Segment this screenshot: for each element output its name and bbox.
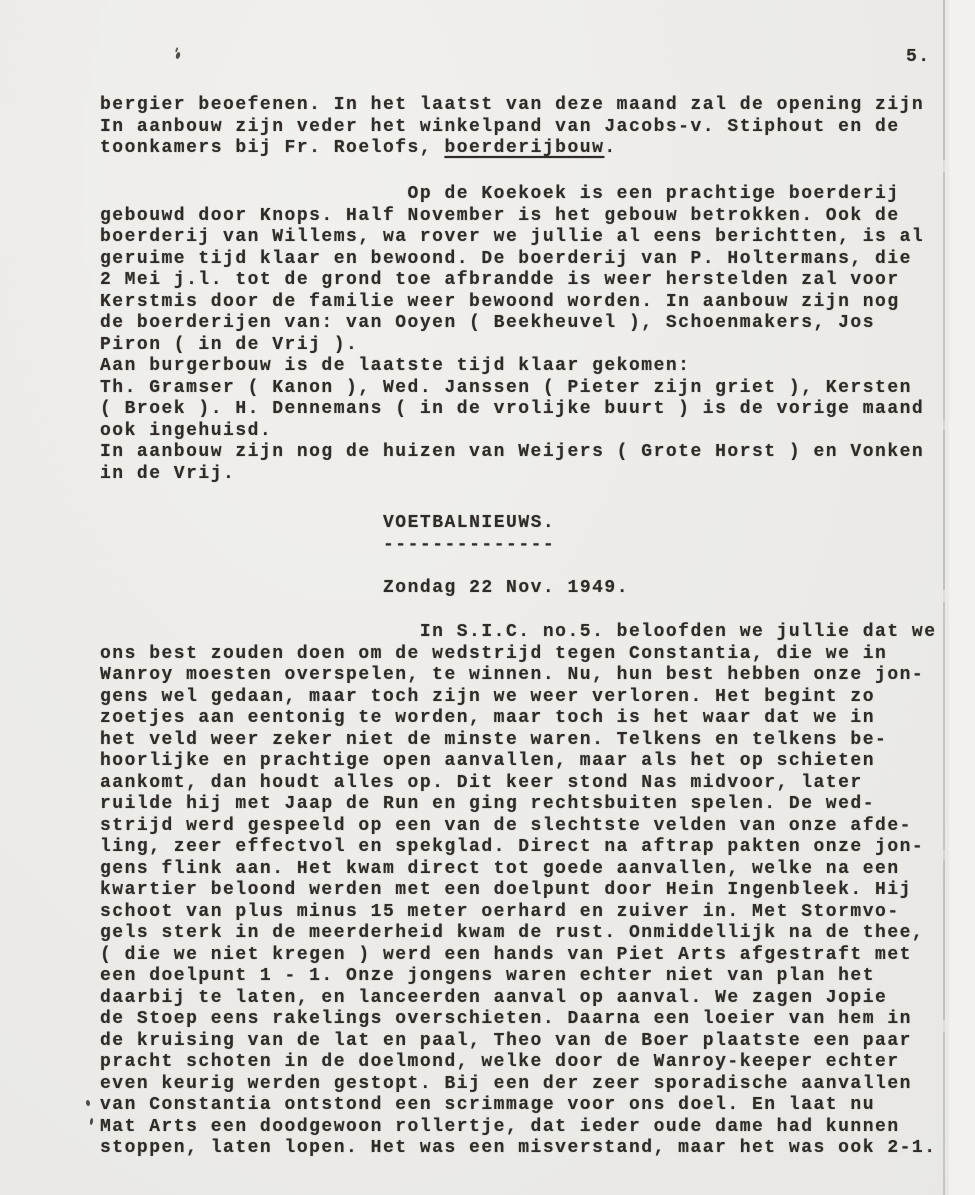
text-line: Piron ( in de Vrij ).	[100, 334, 359, 355]
building-news-paragraph	[100, 184, 924, 485]
text-line: Kerstmis door de familie weer bewoond worden. In aanbouw zijn nog	[100, 291, 900, 312]
page-number: 5.	[906, 47, 931, 67]
text-line: Aan burgerbouw is de laatste tijd klaar gekomen:	[100, 356, 691, 376]
text-line: Th. Gramser ( Kanon ), Wed. Janssen ( Pieter zijn griet ), Kersten	[100, 377, 912, 398]
text-line: gebouwd door Knops. Half November is het gebouw betrokken. Ook de	[100, 205, 900, 226]
ink-speck	[90, 1118, 94, 1125]
text-line: het veld weer zeker niet de minste waren. Telkens en telkens be-	[100, 729, 888, 750]
text-line: geruime tijd klaar en bewoond. De boerderij van P. Holtermans, die	[100, 248, 912, 269]
text-line: gens flink aan. Het kwam direct tot goede aanvallen, welke na een	[100, 858, 900, 879]
underlined-word: boerderijbouw	[444, 138, 605, 158]
ink-speck	[85, 1100, 90, 1107]
ink-speck	[175, 52, 181, 60]
match-date	[383, 578, 629, 600]
intro-paragraph	[100, 95, 924, 160]
text-line: de boerderijen van: van Ooyen ( Beekheuvel ), Schoenmakers, Jos	[100, 313, 876, 333]
scan-margin	[949, 0, 975, 1195]
text-segment: .	[604, 138, 617, 158]
text-line: de Stoep eens rakelings overschieten. Daarna een loeier van hem in	[100, 1009, 912, 1029]
text-line: pracht schoten in de doelmond, welke door de Wanroy-keeper echter	[100, 1052, 900, 1072]
text-line: ( die we niet kregen ) werd een hands van Piet Arts afgestraft met	[100, 944, 912, 965]
text-line: aankomt, dan houdt alles op. Dit keer stond Nas midvoor, later	[100, 772, 863, 793]
text-line: ons best zouden doen om de wedstrijd tegen Constantia, die we in	[100, 643, 888, 664]
text-line: ling, zeer effectvol en spekglad. Direct na aftrap pakten onze jon-	[100, 837, 925, 857]
football-section-heading	[383, 513, 555, 556]
text-line: gens wel gedaan, maar toch zijn we weer verloren. Het begint zo	[100, 686, 876, 707]
text-line: de kruising van de lat en paal, Theo van de Boer plaatste een paar	[100, 1030, 912, 1051]
text-line: gels sterk in de meerderheid kwam de rust. Onmiddellijk na de thee,	[100, 923, 925, 943]
text-line: In aanbouw zijn veder het winkelpand van Jacobs-v. Stiphout en de	[100, 116, 900, 137]
text-line: In aanbouw zijn nog de huizen van Weijers ( Grote Horst ) en Vonken	[100, 442, 925, 462]
text-line	[100, 138, 924, 160]
text-line: Op de Koekoek is een prachtige boerderij	[100, 184, 900, 204]
football-report-paragraph	[100, 622, 937, 1160]
date-line: Zondag 22 Nov. 1949.	[383, 578, 630, 598]
text-line: ( Broek ). H. Dennemans ( in de vrolijke buurt ) is de vorige maand	[100, 399, 925, 419]
text-line: van Constantia ontstond een scrimmage voor ons doel. En laat nu	[100, 1095, 876, 1115]
text-line: strijd werd gespeeld op een van de slechtste velden van onze afde-	[100, 815, 912, 836]
section-title-underline: --------------	[383, 534, 556, 555]
text-line: een doelpunt 1 - 1. Onze jongens waren echter niet van plan het	[100, 966, 876, 986]
text-line: bergier beoefenen. In het laatst van deze maand zal de opening zijn	[100, 95, 925, 115]
text-line: Wanroy moesten overspelen, te winnen. Nu, hun best hebben onze jon-	[100, 665, 925, 685]
section-title: VOETBALNIEUWS.	[383, 513, 556, 533]
text-line: kwartier beloond werden met een doelpunt door Hein Ingenbleek. Hij	[100, 880, 912, 900]
text-line: even keurig werden gestopt. Bij een der zeer sporadische aanvallen	[100, 1073, 912, 1094]
text-line: boerderij van Willems, wa rover we jullie al eens berichtten, is al	[100, 227, 925, 247]
text-line: hoorlijke en prachtige open aanvallen, maar als het op schieten	[100, 751, 876, 771]
text-line: Mat Arts een doodgewoon rollertje, dat ieder oude dame had kunnen	[100, 1116, 900, 1137]
text-line: in de Vrij.	[100, 463, 236, 484]
text-line: ook ingehuisd.	[100, 420, 273, 441]
text-line: schoot van plus minus 15 meter oerhard en zuiver in. Met Stormvo-	[100, 901, 900, 922]
text-line: zoetjes aan eentonig te worden, maar toch is het waar dat we in	[100, 708, 876, 728]
text-line: In S.I.C. no.5. beloofden we jullie dat we	[100, 622, 937, 642]
text-line: 2 Mei j.l. tot de grond toe afbrandde is weer herstelden zal voor	[100, 270, 900, 290]
paper-edge-line	[943, 0, 945, 1195]
text-line: stoppen, laten lopen. Het was een misverstand, maar het was ook 2-1.	[100, 1138, 937, 1158]
text-segment: toonkamers bij Fr. Roelofs,	[100, 138, 445, 158]
text-line: ruilde hij met Jaap de Run en ging rechtsbuiten spelen. De wed-	[100, 794, 876, 814]
text-line: daarbij te laten, en lanceerden aanval op aanval. We zagen Jopie	[100, 987, 888, 1008]
